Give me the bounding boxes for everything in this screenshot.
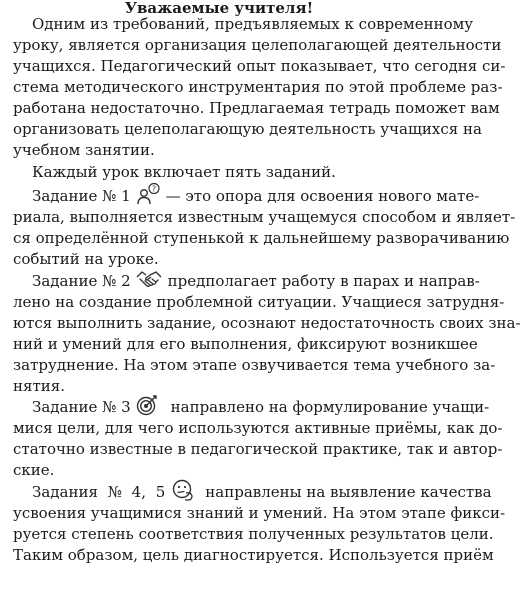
text-line: ские. — [13, 461, 55, 479]
task-3-first-line — [32, 397, 490, 417]
person-question-icon — [137, 183, 161, 210]
text-line: работана недостаточно. Предлагаемая тетрадь поможет вам — [13, 99, 500, 117]
task-45-text: направлены на выявление качества — [205, 483, 492, 501]
text-line: усвоения учащимися знаний и умений. На этом этапе фикси- — [13, 504, 506, 522]
task-1-first-line — [32, 184, 480, 206]
text-line: ся определённой ступенькой к дальнейшему разворачиванию — [13, 229, 510, 247]
text-line: руется степень соответствия полученных результатов цели. — [13, 525, 494, 543]
text-line: Каждый урок включает пять заданий. — [32, 163, 336, 181]
text-line: стема методического инструментария по этой проблеме раз- — [13, 78, 503, 96]
task-1-label: Задание № 1 — [32, 187, 131, 205]
text-line: событий на уроке. — [13, 250, 159, 268]
text-line: нятия. — [13, 377, 65, 395]
task-2-text: предполагает работу в парах и направ- — [167, 272, 480, 290]
text-line: лено на создание проблемной ситуации. Учащиеся затрудня- — [13, 293, 505, 311]
handshake-icon — [136, 269, 162, 294]
smiley-thinking-icon — [172, 479, 196, 506]
task-3-text: направлено на формулирование учащи- — [170, 398, 490, 416]
text-line: ются выполнить задание, осознают недостаточность своих зна- — [13, 314, 521, 332]
task-2-label: Задание № 2 — [32, 272, 131, 290]
task-1-text: — это опора для освоения нового мате- — [165, 187, 480, 205]
task-45-first-line — [32, 482, 492, 502]
text-line: ний и умений для его выполнения, фиксируют возникшее — [13, 335, 478, 353]
task-1-line — [32, 157, 425, 181]
task-2-first-line — [32, 271, 480, 291]
text-line: Таким образом, цель диагностируется. Используется приём — [13, 546, 494, 564]
text-line: учебном занятии. — [13, 141, 155, 159]
task-45-label: Задания № 4, 5 — [32, 483, 166, 501]
text-line: Одним из требований, предъявляемых к современному — [32, 15, 474, 33]
text-line: статочно известные в педагогической практике, так и автор- — [13, 440, 503, 458]
text-line: риала, выполняется известным учащемуся способом и являет- — [13, 208, 516, 226]
text-line: организовать целеполагающую деятельность учащихся на — [13, 120, 482, 138]
text-line: уроку, является организация целеполагающей деятельности — [13, 36, 502, 54]
text-line: мися цели, для чего используются активные приёмы, как до- — [13, 419, 503, 437]
text-line: затруднение. На этом этапе озвучивается тема учебного за- — [13, 356, 496, 374]
page-title: Уважаемые учителя! — [124, 0, 314, 17]
target-icon — [136, 394, 158, 421]
task-3-label: Задание № 3 — [32, 398, 131, 416]
svg-text:?: ? — [151, 184, 156, 194]
text-line: учащихся. Педагогический опыт показывает, что сегодня си- — [13, 57, 506, 75]
